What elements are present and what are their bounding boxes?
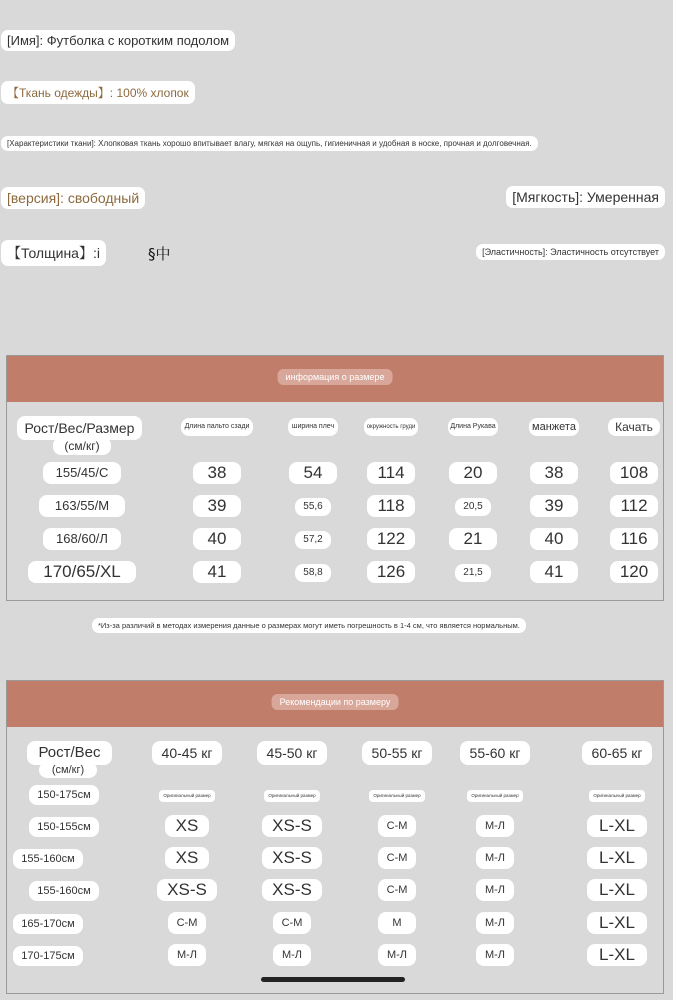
rec-original-size: Оригинальный размер xyxy=(467,790,523,802)
rec-size-value: М-Л xyxy=(476,912,514,934)
size-value: 40 xyxy=(530,528,578,550)
rec-original-size: Оригинальный размер xyxy=(264,790,320,802)
rec-size-value: С-М xyxy=(168,912,206,934)
rec-size-value: L-XL xyxy=(587,912,647,934)
softness: [Мягкость]: Умеренная xyxy=(506,186,665,208)
size-recommendation-panel xyxy=(6,680,664,994)
size-value: 55,6 xyxy=(295,498,331,516)
rec-size-value: С-М xyxy=(378,847,416,869)
size-value: 126 xyxy=(367,561,415,583)
size-value: 39 xyxy=(530,495,578,517)
size-value: 38 xyxy=(193,462,241,484)
fabric-composition: 【Ткань одежды】: 100% хлопок xyxy=(1,81,195,104)
rec-col-header: 60-65 кг xyxy=(582,741,652,765)
size-col-header: Качать xyxy=(608,418,660,436)
size-value: 40 xyxy=(193,528,241,550)
rec-row-label: 170-175см xyxy=(13,946,83,966)
rec-size-value: XS xyxy=(165,815,209,837)
rec-size-value: L-XL xyxy=(587,815,647,837)
thickness-mark: §中 xyxy=(148,245,171,263)
size-recommendation-title: Рекомендации по размеру xyxy=(272,694,399,710)
rec-size-value: М-Л xyxy=(168,944,206,966)
size-row-label: 170/65/XL xyxy=(28,561,136,583)
size-col-header: окружность груди xyxy=(364,418,418,436)
size-info-panel xyxy=(6,355,664,601)
rec-size-value: L-XL xyxy=(587,847,647,869)
rec-row-label: 150-155см xyxy=(29,817,99,837)
size-value: 54 xyxy=(289,462,337,484)
size-value: 120 xyxy=(610,561,658,583)
size-header-unit: (см/кг) xyxy=(53,437,111,455)
size-value: 112 xyxy=(610,495,658,517)
size-note: *Из-за различий в методах измерения данные о размерах могут иметь погрешность в 1-4 см, что является нормальным. xyxy=(92,618,526,633)
rec-size-value: М xyxy=(378,912,416,934)
rec-size-value: XS-S xyxy=(262,815,322,837)
size-value: 114 xyxy=(367,462,415,484)
elasticity: [Эластичность]: Эластичность отсутствует xyxy=(476,244,665,260)
size-value: 41 xyxy=(530,561,578,583)
rec-size-value: L-XL xyxy=(587,879,647,901)
size-row-label: 163/55/M xyxy=(39,495,125,517)
size-value: 41 xyxy=(193,561,241,583)
size-value: 39 xyxy=(193,495,241,517)
rec-size-value: М-Л xyxy=(476,847,514,869)
rec-size-value: М-Л xyxy=(378,944,416,966)
size-value: 108 xyxy=(610,462,658,484)
rec-row-label: 155-160см xyxy=(29,881,99,901)
rec-col-header: 50-55 кг xyxy=(362,741,432,765)
rec-size-value: XS xyxy=(165,847,209,869)
size-value: 116 xyxy=(610,528,658,550)
size-value: 58,8 xyxy=(295,564,331,582)
size-value: 20,5 xyxy=(455,498,491,516)
size-value: 21 xyxy=(449,528,497,550)
size-col-header: Длина пальто сзади xyxy=(181,418,253,436)
fabric-characteristics: [Характеристики ткани]: Хлопковая ткань хорошо впитывает влагу, мягкая на ощупь, гигиеничная и удобная в носке, прочная и долговечная. xyxy=(1,136,538,151)
rec-size-value: XS-S xyxy=(157,879,217,901)
rec-row-label: 165-170см xyxy=(13,914,83,934)
size-recommendation-header xyxy=(7,681,663,727)
product-name: [Имя]: Футболка с коротким подолом xyxy=(1,30,235,51)
rec-size-value: С-М xyxy=(378,815,416,837)
rec-size-value: С-М xyxy=(273,912,311,934)
rec-size-value: L-XL xyxy=(587,944,647,966)
rec-original-size: Оригинальный размер xyxy=(159,790,215,802)
version-fit: [версия]: свободный xyxy=(1,187,145,209)
rec-original-size: Оригинальный размер xyxy=(589,790,645,802)
rec-size-value: М-Л xyxy=(476,815,514,837)
rec-row-label: 155-160см xyxy=(13,849,83,869)
size-value: 57,2 xyxy=(295,531,331,549)
rec-header-main: Рост/Вес xyxy=(27,741,112,765)
rec-size-value: М-Л xyxy=(476,944,514,966)
rec-size-value: М-Л xyxy=(273,944,311,966)
rec-header-unit: (см/кг) xyxy=(39,762,97,778)
rec-size-value: С-М xyxy=(378,879,416,901)
size-value: 38 xyxy=(530,462,578,484)
size-col-header: Длина Рукава xyxy=(448,418,498,436)
rec-col-header: 45-50 кг xyxy=(257,741,327,765)
size-row-label: 168/60/Л xyxy=(43,528,121,550)
rec-original-size: Оригинальный размер xyxy=(369,790,425,802)
size-value: 122 xyxy=(367,528,415,550)
size-row-label: 155/45/C xyxy=(43,462,121,484)
rec-row-label: 150-175см xyxy=(29,785,99,805)
size-info-header xyxy=(7,356,663,402)
size-col-header: манжета xyxy=(529,418,579,436)
home-indicator[interactable] xyxy=(261,977,405,982)
rec-size-value: М-Л xyxy=(476,879,514,901)
rec-col-header: 55-60 кг xyxy=(460,741,530,765)
size-info-title: информация о размере xyxy=(278,369,393,385)
rec-col-header: 40-45 кг xyxy=(152,741,222,765)
thickness: 【Толщина】:i xyxy=(1,240,106,266)
rec-size-value: XS-S xyxy=(262,879,322,901)
rec-size-value: XS-S xyxy=(262,847,322,869)
size-value: 21,5 xyxy=(455,564,491,582)
size-header-main: Рост/Вес/Размер xyxy=(17,416,142,440)
size-value: 20 xyxy=(449,462,497,484)
size-value: 118 xyxy=(367,495,415,517)
size-col-header: ширина плеч xyxy=(288,418,338,436)
